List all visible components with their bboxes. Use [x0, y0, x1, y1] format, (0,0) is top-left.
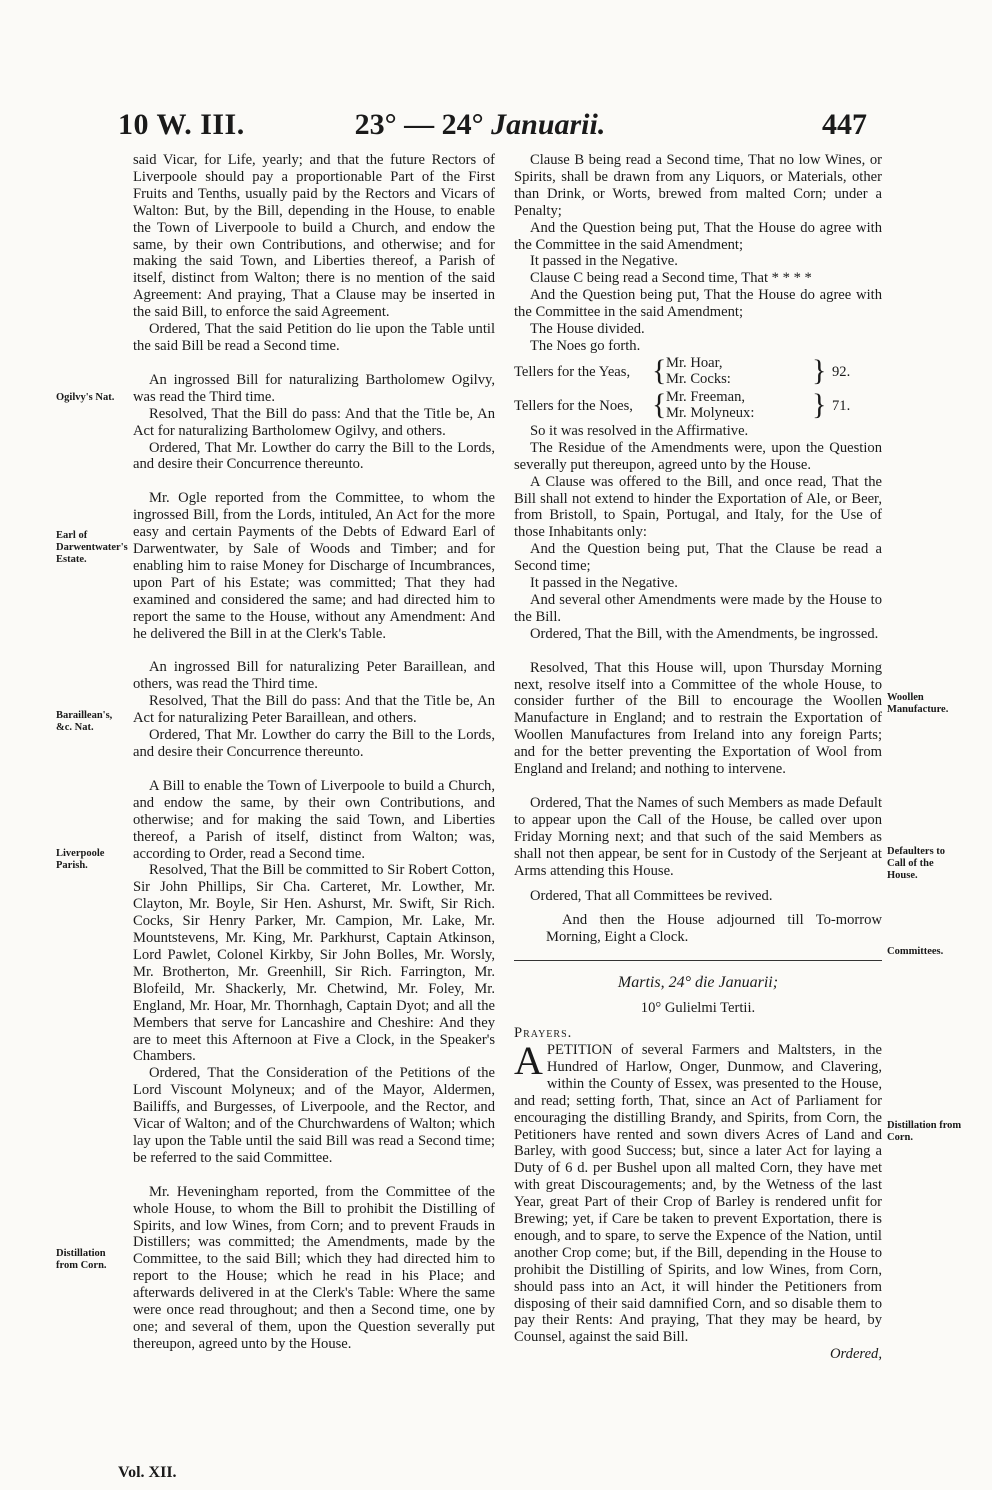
- left-column: [133, 152, 495, 1353]
- paragraph: Ordered, That the Bill, with the Amendments, be ingrossed.: [530, 625, 879, 642]
- page-date: [300, 108, 660, 142]
- teller-name: Mr. Cocks:: [666, 370, 731, 387]
- margin-note-ogilvy: Ogilvy's Nat.: [56, 392, 115, 403]
- paragraph: A Bill to enable the Town of Liverpoole to build a Church, and endow the same, by their own Contributions, and otherwise; and for making the said Town, and Liberties thereof, a Parish of itself, distinct from Walton; was, according to Order, read a Second time.: [133, 777, 495, 862]
- paragraph: And the Question being put, That the House do agree with the Committee in the said Amendment;: [514, 287, 882, 321]
- paragraph: [514, 1037, 882, 1346]
- margin-note-distillation-right: Distillation from Corn.: [887, 1120, 962, 1143]
- paragraph: So it was resolved in the Affirmative.: [530, 422, 749, 439]
- paragraph: And then the House adjourned till To-morrow Morning, Eight a Clock.: [546, 912, 882, 946]
- page-number: 447: [822, 108, 867, 141]
- tellers-noes: Tellers for the Noes, { Mr. Freeman, Mr. Molyneux: } 71.: [514, 387, 851, 421]
- margin-note-baraillean: Baraillean's, &c. Nat.: [56, 710, 113, 733]
- paragraph: An ingrossed Bill for naturalizing Peter Baraillean, and others, was read the Third time.: [133, 659, 495, 693]
- paragraph: Ordered, That the Consideration of the Petitions of the Lord Viscount Molyneux; and of the Mayor, Aldermen, Bailiffs, and Burgesses, of Liverpoole, and the Rector, and Vicar of Walton; and of the Churchwardens of Walton; which lay upon the Table until the said Bill was read a Second time; be referred to the said Committee.: [133, 1065, 495, 1166]
- paragraph: Mr. Heveningham reported, from the Committee of the whole House, to whom the Bill to prohibit the Distilling of Spirits, and low Wines, from Corn; and to prevent Frauds in Distillers; was committed; the Amendments, made by the Committee, to the said Bill; which they had directed him to report to the House; which he read in his Place; and afterwards delivered in at the Clerk's Table: Where the same were once read throughout; and then a Second time, one by one; and several of them, upon the Question severally put thereupon, agreed unto by the House.: [133, 1183, 495, 1352]
- paragraph: Resolved, That the Bill be committed to Sir Robert Cotton, Sir John Phillips, Sir Cha. Carteret, Mr. Lowther, Mr. Clayton, Mr. Boyle, Sir Hen. Ashurst, Mr. Swift, Sir Rich. Cocks, Sir Henry Parker, Mr. Campion, Mr. Lake, Mr. Mountstevens, Mr. King, Mr. Parkhurst, Captain Atkinson, Lord Pawlet, Colonel Kirkby, Sir John Bolles, Mr. Worsly, Mr. Brotherton, Mr. Greenhill, Sir Rich. Farrington, Mr. Blofeild, Mr. Shackerly, Mr. Chetwind, Mr. Foley, Mr. England, Mr. Hoar, Mr. Thornhagh, Captain Dyot; and all the Members that serve for Lancashire and Cheshire: And they are to meet this Afternoon at Five a Clock, in the Speaker's Chambers.: [133, 862, 495, 1065]
- paragraph: Ordered, That Mr. Lowther do carry the Bill to the Lords, and desire their Concurrence thereunto.: [133, 439, 495, 473]
- paragraph: The Residue of the Amendments were, upon the Question severally put thereupon, agreed unto by the House.: [514, 439, 882, 473]
- date-month: Januarii.: [491, 108, 606, 141]
- paragraph: It passed in the Negative.: [530, 253, 678, 270]
- paragraph: And the Question being put, That the House do agree with the Committee in the said Amendment;: [514, 219, 882, 253]
- paragraph: Resolved, That the Bill do pass: And that the Title be, An Act for naturalizing Bartholomew Ogilvy, and others.: [133, 405, 495, 439]
- paragraph: Ordered, That the said Petition do lie upon the Table until the said Bill be read a Second time.: [133, 321, 495, 354]
- margin-note-defaulters: Defaulters to Call of the House.: [887, 846, 946, 881]
- paragraph: And the Question being put, That the Clause be read a Second time;: [514, 541, 882, 575]
- regnal-heading: 10° Gulielmi Tertii.: [640, 1000, 756, 1017]
- margin-note-woollen: Woollen Manufacture.: [887, 692, 949, 715]
- paragraph: And several other Amendments were made by the House to the Bill.: [514, 591, 882, 625]
- paragraph: Resolved, That this House will, upon Thursday Morning next, resolve itself into a Committee of the whole House, to consider further of the Bill to encourage the Woollen Manufacture in England; and to restrain the Exportation of Woollen Manufactures from Ireland into any foreign Parts; and for the better preventing the Exportation of Wool from England and Ireland; and nothing to intervene.: [514, 659, 882, 778]
- petition-text: PETITION of several Farmers and Maltsters, in the Hundred of Harlow, Onger, Dunmow, and Clavering, within the County of Essex, was presented to the House, and read; setting forth, That, since an Act of Parliament for encouraging the distilling Brandy, and Spirits, from Corn, the Petitioners have rented and sown divers Acres of Land and Barley, with good Success; but, since a later Act for laying a Duty of 6 d. per Bushel upon all malted Corn, they have met with great Discouragements; and, by the Wetness of the last Year, great Part of their Crop of Barley is rendered unfit for Brewing; yet, if Care be taken to prevent Exportation, there is enough, and to spare, to serve the Expence of the Nation, until another Crop come; but, if the Bill, depending in the House to prohibit the Distilling of Spirits, and low Wines, from Corn, should pass into an Act, it will hinder the Petitioners from disposing of their said damnified Corn, and so disable them to pay their Rents: And praying, That they may be heard, by Counsel, against the said Bill.: [514, 1041, 882, 1346]
- tellers-label: Tellers for the Yeas,: [514, 363, 631, 380]
- day-heading: Martis, 24° die Januarii;: [617, 974, 779, 992]
- section-divider: [514, 960, 882, 961]
- regnal-year: 10 W. III.: [118, 108, 245, 141]
- paragraph: Clause C being read a Second time, That * * * *: [530, 270, 812, 287]
- volume-signature: Vol. XII.: [118, 1464, 177, 1481]
- teller-name: Mr. Molyneux:: [666, 404, 755, 421]
- tellers-label: Tellers for the Noes,: [514, 397, 633, 414]
- paragraph: An ingrossed Bill for naturalizing Bartholomew Ogilvy, was read the Third time.: [133, 371, 495, 405]
- catchword: Ordered,: [829, 1346, 882, 1363]
- drop-cap: A: [514, 1037, 543, 1083]
- margin-note-distillation: Distillation from Corn.: [56, 1248, 107, 1271]
- paragraph: The Noes go forth.: [530, 337, 641, 354]
- paragraph: Mr. Ogle reported from the Committee, to whom the ingrossed Bill, from the Lords, intituled, An Act for the more easy and certain Payments of the Debts of Edward Earl of Darwentwater, by Sale of Woods and Timber; and for enabling him to raise Money for Discharge of Incumbrances, upon Part of his Estate; was committed; That they had examined and considered the same; and had directed him to report the same to the House, without any Amendment: And he delivered the Bill in at the Clerk's Table.: [133, 490, 495, 642]
- date-days: 23° — 24°: [354, 108, 484, 141]
- paragraph: Resolved, That the Bill do pass: And that the Title be, An Act for naturalizing Peter Baraillean, and others.: [133, 693, 495, 727]
- teller-name: Mr. Freeman,: [666, 388, 746, 405]
- paragraph: Ordered, That Mr. Lowther do carry the Bill to the Lords, and desire their Concurrence thereunto.: [133, 727, 495, 760]
- paragraph: Ordered, That the Names of such Members as made Default to appear upon the Call of the House, be called over upon Friday Morning next; and that such of the said Members as shall not then appear, be sent for in Custody of the Serjeant at Arms attending this House.: [514, 795, 882, 879]
- paragraph: The House divided.: [530, 321, 645, 338]
- paragraph: Clause B being read a Second time, That no low Wines, or Spirits, shall be drawn from any Liquors, or Materials, other than Drink, or Worts, brewed from malted Corn; under a Penalty;: [514, 152, 882, 219]
- tellers-yeas: Tellers for the Yeas, { Mr. Hoar, Mr. Cocks: } 92.: [514, 353, 851, 387]
- tellers-count: 92.: [832, 363, 851, 380]
- tellers-count: 71.: [832, 397, 851, 414]
- paragraph: said Vicar, for Life, yearly; and that the future Rectors of Liverpoole should pay a proportionable Part of the First Fruits and Tenths, usually paid by the Rectors and Vicars of Walton: But, by the Bill, depending in the House, to enable the Town of Liverpoole to build a Church, and endow the same, by their own Contributions, and otherwise; and for making the said Town, and Liberties thereof, a Parish of itself, distinct from Walton; there is no mention of the said Agreement: And praying, That a Clause may be inserted in the said Bill, to enforce the said Agreement.: [133, 152, 495, 321]
- paragraph: A Clause was offered to the Bill, and once read, That the Bill shall not extend to hinder the Exportation of Ale, or Beer, from Bristoll, to Spain, Portugal, and Italy, for the Use of those Inhabitants only:: [514, 473, 882, 541]
- page-header: [0, 108, 992, 152]
- paragraph: Ordered, That all Committees be revived.: [530, 887, 773, 904]
- prayers-heading: Prayers.: [514, 1025, 573, 1042]
- paragraph: It passed in the Negative.: [530, 575, 678, 592]
- margin-note-darwentwater: Earl of Darwentwater's Estate.: [56, 530, 128, 565]
- margin-note-committees: Committees.: [887, 946, 944, 957]
- right-column: [514, 152, 882, 1363]
- margin-note-liverpoole: Liverpoole Parish.: [56, 848, 105, 871]
- teller-name: Mr. Hoar,: [666, 354, 723, 371]
